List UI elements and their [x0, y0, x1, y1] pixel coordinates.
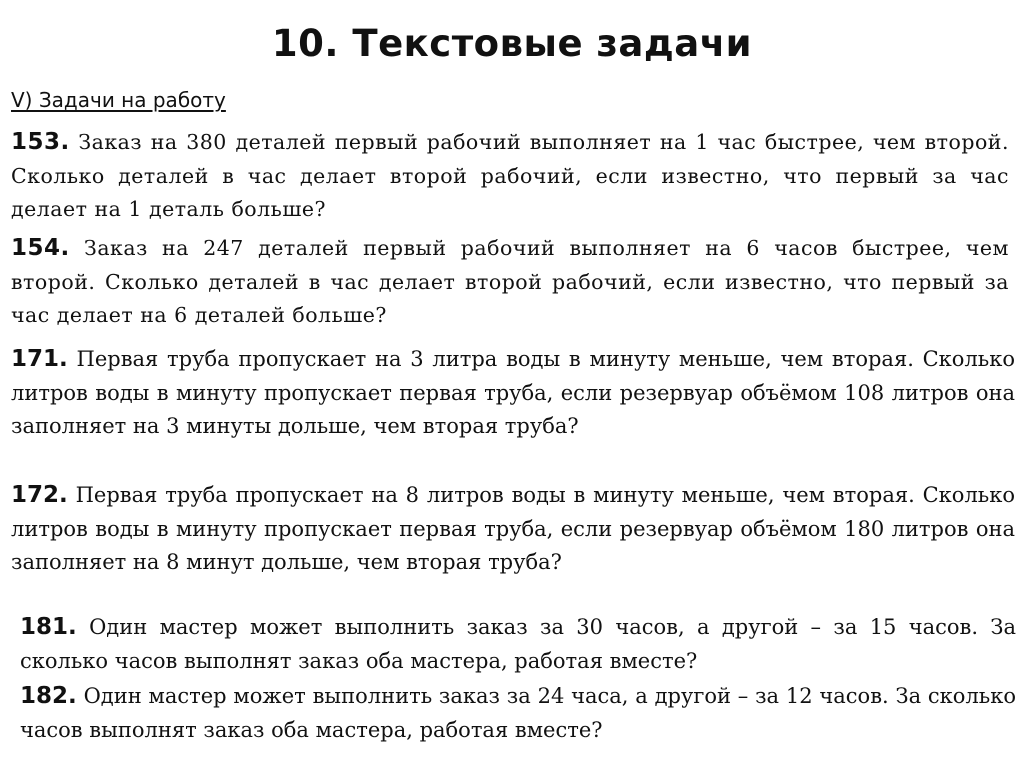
page-title: 10. Текстовые задачи: [271, 22, 753, 65]
problem-text: Заказ на 247 деталей первый рабочий выполняет на 6 часов быстрее, чем второй. Сколько деталей в час делает второй рабочий, если известно, что первый за час делает на 6 деталей больше?: [11, 236, 1009, 327]
problem-text: Заказ на 380 деталей первый рабочий выполняет на 1 час быстрее, чем второй. Сколько деталей в час делает второй рабочий, если известно, что первый за час делает на 1 деталь больше?: [11, 130, 1009, 221]
problem-number: 182.: [20, 683, 77, 709]
problem-171: [11, 343, 1015, 444]
problem-text: Один мастер может выполнить заказ за 24 часа, а другой – за 12 часов. За сколько часов выполнят заказ оба мастера, работая вместе?: [20, 684, 1016, 742]
problem-172: [11, 479, 1015, 580]
problem-number: 181.: [20, 614, 77, 640]
section-heading: V) Задачи на работу: [11, 88, 226, 112]
problem-154: [11, 232, 1009, 333]
problem-number: 154.: [11, 235, 70, 261]
problem-181: [20, 611, 1016, 678]
problem-number: 153.: [11, 129, 70, 155]
problem-text: Первая труба пропускает на 3 литра воды в минуту меньше, чем вторая. Сколько литров воды в минуту пропускает первая труба, если резервуар объёмом 108 литров она заполняет на 3 минуты дольше, чем вторая труба?: [11, 347, 1015, 438]
problem-182: [20, 680, 1016, 747]
problem-text: Первая труба пропускает на 8 литров воды в минуту меньше, чем вторая. Сколько литров воды в минуту пропускает первая труба, если резервуар объёмом 180 литров она заполняет на 8 минут дольше, чем вторая труба?: [11, 483, 1015, 574]
problem-number: 171.: [11, 346, 68, 372]
problem-153: [11, 126, 1009, 227]
problem-text: Один мастер может выполнить заказ за 30 часов, а другой – за 15 часов. За сколько часов выполнят заказ оба мастера, работая вместе?: [20, 615, 1016, 673]
problem-number: 172.: [11, 482, 68, 508]
